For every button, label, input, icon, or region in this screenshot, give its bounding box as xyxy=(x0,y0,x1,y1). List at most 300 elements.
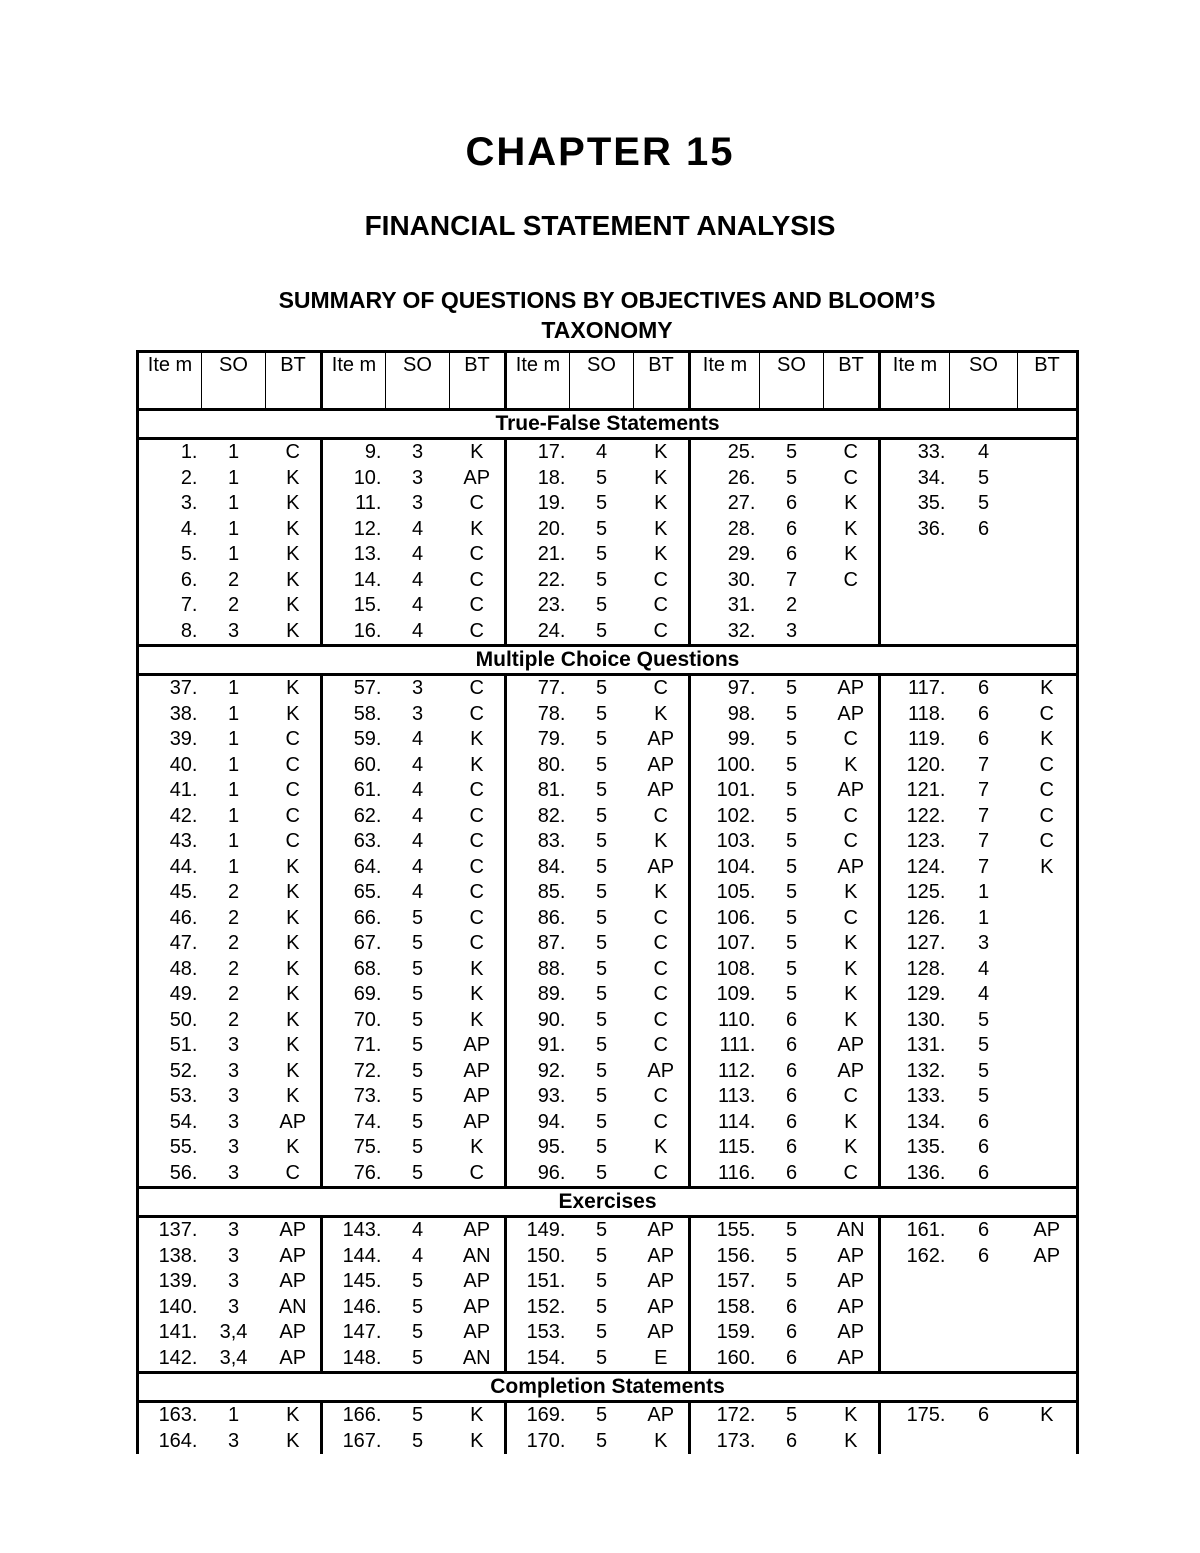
item-cell: 36. xyxy=(880,517,950,543)
bt-cell: K xyxy=(266,1402,322,1429)
bt-cell: E xyxy=(634,1346,690,1373)
bt-cell: C xyxy=(824,1161,880,1188)
so-cell xyxy=(950,1295,1018,1321)
item-cell: 110. xyxy=(690,1008,760,1034)
section-header-row xyxy=(138,646,1078,675)
bt-cell: K xyxy=(450,957,506,983)
so-cell: 7 xyxy=(977,804,990,827)
table-row xyxy=(138,1110,1078,1136)
item-cell: 89. xyxy=(506,982,570,1008)
so-cell: 2 xyxy=(227,594,240,616)
item-cell: 38. xyxy=(138,702,202,728)
bt-cell: AP xyxy=(824,675,880,702)
column-header: Ite m xyxy=(322,352,386,410)
so-cell: 1 xyxy=(227,702,240,725)
bt-cell: C xyxy=(634,982,690,1008)
so-cell: 5 xyxy=(785,753,798,776)
item-cell: 43. xyxy=(138,829,202,855)
so-cell: 5 xyxy=(595,1008,608,1031)
so-cell: 4 xyxy=(411,543,424,565)
so-cell: 3 xyxy=(227,1244,240,1267)
bt-cell: K xyxy=(824,1135,880,1161)
so-cell: 1 xyxy=(227,830,240,852)
so-cell: 5 xyxy=(595,1346,608,1369)
bt-cell: AP xyxy=(634,1402,690,1429)
so-cell: 2 xyxy=(227,568,240,591)
so-cell: 3 xyxy=(227,1270,240,1292)
item-cell: 123. xyxy=(880,829,950,855)
so-cell: 4 xyxy=(595,441,608,463)
item-cell: 4. xyxy=(138,517,202,543)
bt-cell: C xyxy=(1018,753,1078,779)
so-cell: 5 xyxy=(785,1244,798,1267)
bt-cell: AP xyxy=(634,1059,690,1085)
so-cell: 5 xyxy=(595,1295,608,1318)
item-cell: 60. xyxy=(322,753,386,779)
so-cell: 5 xyxy=(785,441,798,463)
bt-cell: AP xyxy=(634,753,690,779)
bt-cell: AP xyxy=(634,1320,690,1346)
bt-cell xyxy=(1018,1110,1078,1136)
table-row xyxy=(138,1059,1078,1085)
bt-cell: AN xyxy=(450,1346,506,1373)
bt-cell: K xyxy=(1018,675,1078,702)
table-row xyxy=(138,1217,1078,1244)
item-cell: 18. xyxy=(506,466,570,492)
bt-cell: C xyxy=(634,931,690,957)
item-cell xyxy=(880,1295,950,1321)
item-cell: 35. xyxy=(880,491,950,517)
bt-cell xyxy=(1018,491,1078,517)
so-cell: 6 xyxy=(977,1136,990,1158)
table-row xyxy=(138,568,1078,594)
so-cell: 6 xyxy=(785,492,798,514)
item-cell: 121. xyxy=(880,778,950,804)
so-cell: 7 xyxy=(977,830,990,852)
item-cell: 133. xyxy=(880,1084,950,1110)
so-cell: 2 xyxy=(227,881,240,903)
item-cell xyxy=(880,619,950,646)
bt-cell: C xyxy=(824,466,880,492)
item-cell: 83. xyxy=(506,829,570,855)
bt-cell xyxy=(1018,1161,1078,1188)
so-cell: 6 xyxy=(977,702,990,725)
table-row xyxy=(138,1320,1078,1346)
item-cell: 109. xyxy=(690,982,760,1008)
so-cell: 5 xyxy=(595,1321,608,1343)
bt-cell: C xyxy=(450,778,506,804)
bt-cell: K xyxy=(634,880,690,906)
so-cell: 2 xyxy=(785,594,798,616)
so-cell: 5 xyxy=(595,957,608,980)
table-row xyxy=(138,778,1078,804)
so-cell: 5 xyxy=(785,677,798,699)
item-cell: 152. xyxy=(506,1295,570,1321)
item-cell: 7. xyxy=(138,593,202,619)
so-cell: 5 xyxy=(595,492,608,514)
bt-cell: AP xyxy=(450,1059,506,1085)
item-cell: 84. xyxy=(506,855,570,881)
item-cell: 98. xyxy=(690,702,760,728)
item-cell: 3. xyxy=(138,491,202,517)
bt-cell: AP xyxy=(450,1295,506,1321)
section-header-row xyxy=(138,1373,1078,1402)
item-cell xyxy=(880,1429,950,1455)
item-cell: 56. xyxy=(138,1161,202,1188)
item-cell: 67. xyxy=(322,931,386,957)
item-cell: 175. xyxy=(880,1402,950,1429)
item-cell: 107. xyxy=(690,931,760,957)
item-cell: 30. xyxy=(690,568,760,594)
so-cell: 4 xyxy=(411,594,424,616)
so-cell: 3 xyxy=(227,619,240,642)
table-row xyxy=(138,517,1078,543)
bt-cell: AP xyxy=(266,1110,322,1136)
bt-cell: K xyxy=(824,957,880,983)
item-cell: 151. xyxy=(506,1269,570,1295)
bt-cell: K xyxy=(266,619,322,646)
so-cell: 3 xyxy=(411,441,424,463)
item-cell: 10. xyxy=(322,466,386,492)
so-cell: 3 xyxy=(411,466,424,489)
item-cell: 64. xyxy=(322,855,386,881)
so-cell: 5 xyxy=(595,983,608,1005)
item-cell xyxy=(880,593,950,619)
bt-cell xyxy=(1018,1008,1078,1034)
bt-cell xyxy=(1018,619,1078,646)
item-cell: 145. xyxy=(322,1269,386,1295)
item-cell: 101. xyxy=(690,778,760,804)
table-row xyxy=(138,880,1078,906)
table-header-row xyxy=(138,352,1078,410)
column-header: SO xyxy=(386,352,450,410)
item-cell: 142. xyxy=(138,1346,202,1373)
so-cell: 1 xyxy=(227,677,240,699)
bt-cell xyxy=(1018,957,1078,983)
so-cell: 5 xyxy=(595,1110,608,1133)
bt-cell: AP xyxy=(824,1320,880,1346)
bt-cell: K xyxy=(1018,855,1078,881)
so-cell: 5 xyxy=(411,1346,424,1369)
table-row xyxy=(138,1161,1078,1188)
so-cell: 6 xyxy=(977,1244,990,1267)
table-row xyxy=(138,982,1078,1008)
bt-cell: K xyxy=(634,439,690,466)
bt-cell: C xyxy=(634,1008,690,1034)
item-cell: 50. xyxy=(138,1008,202,1034)
bt-cell: C xyxy=(450,593,506,619)
so-cell: 3,4 xyxy=(219,1346,248,1369)
item-cell: 160. xyxy=(690,1346,760,1373)
table-row xyxy=(138,542,1078,568)
bt-cell: K xyxy=(266,702,322,728)
so-cell: 3 xyxy=(411,702,424,725)
so-cell: 3 xyxy=(227,1085,240,1107)
so-cell: 3 xyxy=(227,1034,240,1056)
item-cell xyxy=(880,1320,950,1346)
item-cell: 11. xyxy=(322,491,386,517)
so-cell: 5 xyxy=(595,568,608,591)
bt-cell: K xyxy=(266,542,322,568)
so-cell: 6 xyxy=(785,1110,798,1133)
table-row xyxy=(138,1402,1078,1429)
so-cell: 1 xyxy=(227,855,240,878)
summary-heading-line2: TAXONOMY xyxy=(541,317,673,343)
so-cell: 5 xyxy=(595,1085,608,1107)
item-cell: 51. xyxy=(138,1033,202,1059)
table-row xyxy=(138,491,1078,517)
item-cell: 143. xyxy=(322,1217,386,1244)
bt-cell: C xyxy=(634,568,690,594)
bt-cell: K xyxy=(450,982,506,1008)
item-cell xyxy=(880,542,950,568)
so-cell: 6 xyxy=(785,1136,798,1158)
bt-cell: C xyxy=(1018,804,1078,830)
bt-cell: C xyxy=(450,542,506,568)
item-cell: 156. xyxy=(690,1244,760,1270)
so-cell: 5 xyxy=(595,543,608,565)
column-header: SO xyxy=(570,352,634,410)
chapter-title: CHAPTER 15 xyxy=(465,130,735,174)
bt-cell: K xyxy=(824,982,880,1008)
item-cell: 92. xyxy=(506,1059,570,1085)
bt-cell: AP xyxy=(824,1346,880,1373)
so-cell: 3 xyxy=(227,1059,240,1082)
item-cell: 65. xyxy=(322,880,386,906)
bt-cell: K xyxy=(634,542,690,568)
so-cell: 6 xyxy=(977,517,990,540)
bt-cell: C xyxy=(824,804,880,830)
so-cell: 7 xyxy=(977,753,990,776)
bt-cell: C xyxy=(266,439,322,466)
table-row xyxy=(138,1084,1078,1110)
so-cell: 4 xyxy=(411,1244,424,1267)
item-cell: 40. xyxy=(138,753,202,779)
so-cell: 5 xyxy=(411,1136,424,1158)
item-cell: 42. xyxy=(138,804,202,830)
bt-cell: C xyxy=(634,957,690,983)
bt-cell: K xyxy=(266,982,322,1008)
table-row xyxy=(138,931,1078,957)
bt-cell: AP xyxy=(824,1033,880,1059)
column-header: Ite m xyxy=(138,352,202,410)
so-cell: 5 xyxy=(595,1161,608,1184)
item-cell xyxy=(880,1346,950,1373)
item-cell: 173. xyxy=(690,1429,760,1455)
item-cell: 148. xyxy=(322,1346,386,1373)
so-cell: 3 xyxy=(227,1161,240,1184)
so-cell: 6 xyxy=(785,543,798,565)
so-cell: 1 xyxy=(227,492,240,514)
section-title: Completion Statements xyxy=(138,1373,1078,1402)
bt-cell: AP xyxy=(266,1320,322,1346)
item-cell: 14. xyxy=(322,568,386,594)
item-cell: 61. xyxy=(322,778,386,804)
so-cell: 5 xyxy=(785,1219,798,1241)
item-cell: 112. xyxy=(690,1059,760,1085)
bt-cell: AP xyxy=(266,1346,322,1373)
bt-cell: K xyxy=(266,1059,322,1085)
so-cell: 5 xyxy=(411,1295,424,1318)
item-cell: 75. xyxy=(322,1135,386,1161)
bt-cell xyxy=(1018,568,1078,594)
bt-cell: K xyxy=(266,906,322,932)
item-cell: 76. xyxy=(322,1161,386,1188)
bt-cell: K xyxy=(824,491,880,517)
so-cell: 5 xyxy=(411,906,424,929)
bt-cell xyxy=(1018,1295,1078,1321)
item-cell: 141. xyxy=(138,1320,202,1346)
table-row xyxy=(138,727,1078,753)
bt-cell: C xyxy=(634,906,690,932)
bt-cell xyxy=(1018,1320,1078,1346)
so-cell: 5 xyxy=(411,1161,424,1184)
bt-cell: K xyxy=(634,829,690,855)
so-cell: 5 xyxy=(411,1110,424,1133)
item-cell: 149. xyxy=(506,1217,570,1244)
bt-cell: K xyxy=(634,702,690,728)
bt-cell: C xyxy=(1018,702,1078,728)
item-cell: 31. xyxy=(690,593,760,619)
bt-cell: C xyxy=(450,675,506,702)
so-cell: 6 xyxy=(785,1429,798,1452)
item-cell: 162. xyxy=(880,1244,950,1270)
bt-cell: C xyxy=(450,1161,506,1188)
item-cell: 69. xyxy=(322,982,386,1008)
bt-cell: AP xyxy=(450,1110,506,1136)
bt-cell: K xyxy=(824,1110,880,1136)
column-header: SO xyxy=(202,352,266,410)
so-cell: 4 xyxy=(411,804,424,827)
item-cell: 55. xyxy=(138,1135,202,1161)
so-cell: 3 xyxy=(785,619,798,642)
bt-cell: C xyxy=(266,753,322,779)
bt-cell xyxy=(1018,1429,1078,1455)
item-cell: 70. xyxy=(322,1008,386,1034)
item-cell xyxy=(880,1269,950,1295)
so-cell: 5 xyxy=(785,466,798,489)
so-cell: 6 xyxy=(785,517,798,540)
item-cell: 45. xyxy=(138,880,202,906)
item-cell: 25. xyxy=(690,439,760,466)
item-cell: 164. xyxy=(138,1429,202,1455)
bt-cell: C xyxy=(824,906,880,932)
bt-cell xyxy=(1018,466,1078,492)
item-cell: 9. xyxy=(322,439,386,466)
bt-cell: K xyxy=(450,753,506,779)
item-cell: 63. xyxy=(322,829,386,855)
bt-cell: C xyxy=(450,619,506,646)
bt-cell: K xyxy=(266,855,322,881)
so-cell: 5 xyxy=(595,906,608,929)
so-cell: 5 xyxy=(411,932,424,954)
item-cell: 114. xyxy=(690,1110,760,1136)
so-cell: 5 xyxy=(595,1059,608,1082)
so-cell: 5 xyxy=(595,779,608,801)
bt-cell: C xyxy=(450,568,506,594)
item-cell: 106. xyxy=(690,906,760,932)
so-cell xyxy=(950,593,1018,619)
item-cell: 146. xyxy=(322,1295,386,1321)
item-cell: 96. xyxy=(506,1161,570,1188)
item-cell: 169. xyxy=(506,1402,570,1429)
item-cell: 74. xyxy=(322,1110,386,1136)
item-cell: 97. xyxy=(690,675,760,702)
item-cell: 138. xyxy=(138,1244,202,1270)
table-row xyxy=(138,1346,1078,1373)
bt-cell xyxy=(1018,982,1078,1008)
item-cell: 122. xyxy=(880,804,950,830)
item-cell: 68. xyxy=(322,957,386,983)
bt-cell: C xyxy=(634,1161,690,1188)
bt-cell: AP xyxy=(824,702,880,728)
bt-cell: C xyxy=(450,491,506,517)
so-cell: 5 xyxy=(785,804,798,827)
so-cell: 4 xyxy=(411,619,424,642)
item-cell: 86. xyxy=(506,906,570,932)
item-cell: 29. xyxy=(690,542,760,568)
table-row xyxy=(138,1008,1078,1034)
item-cell: 132. xyxy=(880,1059,950,1085)
item-cell: 127. xyxy=(880,931,950,957)
bt-cell: C xyxy=(634,1084,690,1110)
so-cell: 5 xyxy=(595,753,608,776)
so-cell: 6 xyxy=(977,1110,990,1133)
so-cell xyxy=(950,1320,1018,1346)
so-cell: 6 xyxy=(785,1346,798,1369)
item-cell: 95. xyxy=(506,1135,570,1161)
bt-cell: K xyxy=(450,1008,506,1034)
item-cell: 26. xyxy=(690,466,760,492)
bt-cell xyxy=(1018,1269,1078,1295)
item-cell: 47. xyxy=(138,931,202,957)
table-row xyxy=(138,675,1078,702)
item-cell: 130. xyxy=(880,1008,950,1034)
so-cell: 2 xyxy=(227,932,240,954)
so-cell: 5 xyxy=(595,855,608,878)
bt-cell: K xyxy=(266,491,322,517)
so-cell: 5 xyxy=(785,728,798,750)
bt-cell: K xyxy=(824,1402,880,1429)
so-cell: 2 xyxy=(227,957,240,980)
so-cell: 1 xyxy=(227,728,240,750)
so-cell: 4 xyxy=(977,983,990,1005)
so-cell: 2 xyxy=(227,906,240,929)
so-cell: 4 xyxy=(411,1219,424,1241)
item-cell: 161. xyxy=(880,1217,950,1244)
item-cell: 119. xyxy=(880,727,950,753)
bt-cell: AP xyxy=(450,466,506,492)
bt-cell: K xyxy=(450,1402,506,1429)
so-cell: 6 xyxy=(785,1008,798,1031)
summary-table-container xyxy=(136,350,1076,1454)
bt-cell: K xyxy=(266,1008,322,1034)
bt-cell: AP xyxy=(634,727,690,753)
so-cell: 6 xyxy=(977,1219,990,1241)
item-cell: 6. xyxy=(138,568,202,594)
item-cell: 13. xyxy=(322,542,386,568)
section-title: True-False Statements xyxy=(138,410,1078,439)
bt-cell xyxy=(824,593,880,619)
item-cell: 28. xyxy=(690,517,760,543)
item-cell: 22. xyxy=(506,568,570,594)
item-cell: 111. xyxy=(690,1033,760,1059)
table-row xyxy=(138,593,1078,619)
item-cell: 19. xyxy=(506,491,570,517)
so-cell: 1 xyxy=(977,906,990,929)
so-cell: 1 xyxy=(227,1404,240,1426)
item-cell: 117. xyxy=(880,675,950,702)
